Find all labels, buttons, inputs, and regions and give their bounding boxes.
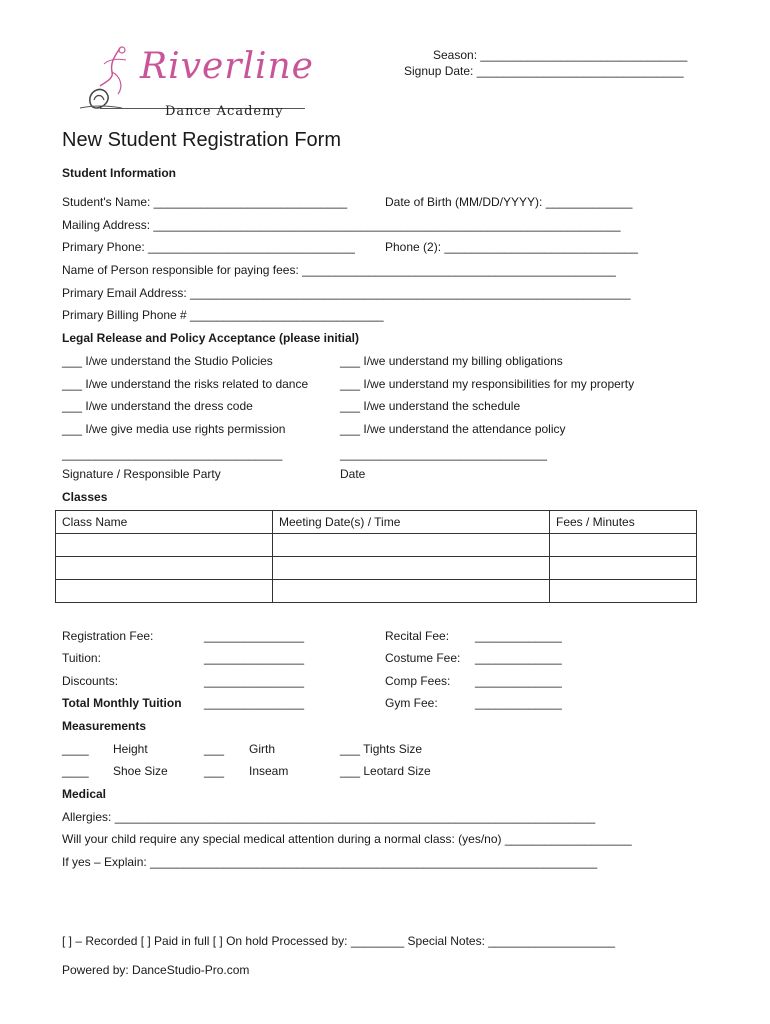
table-row: [56, 534, 697, 557]
season-field[interactable]: Season: _______________________________: [433, 48, 688, 62]
policy-initial-item[interactable]: ___ I/we understand the schedule: [340, 399, 521, 413]
table-cell[interactable]: [550, 580, 697, 603]
fee-field[interactable]: _____________: [475, 674, 562, 688]
billing-phone-field[interactable]: Primary Billing Phone # _____________________________: [62, 308, 384, 322]
policy-initial-item[interactable]: ___ I/we understand my billing obligations: [340, 354, 563, 368]
fee-label: Recital Fee:: [385, 629, 450, 643]
email-field[interactable]: Primary Email Address: __________________________________________________________________: [62, 286, 631, 300]
fee-field[interactable]: _______________: [204, 696, 305, 710]
phone2-field[interactable]: Phone (2): _____________________________: [385, 240, 638, 254]
table-cell[interactable]: [273, 534, 550, 557]
measurement-label: Girth: [249, 742, 276, 756]
measurement-blank[interactable]: ____: [62, 742, 89, 756]
fee-field[interactable]: _____________: [475, 696, 562, 710]
legal-heading: Legal Release and Policy Acceptance (please initial): [62, 331, 360, 345]
classes-table: [55, 510, 697, 603]
classes-heading: Classes: [62, 490, 108, 504]
table-row: [56, 580, 697, 603]
policy-initial-item[interactable]: ___ I/we understand the Studio Policies: [62, 354, 273, 368]
table-cell[interactable]: [550, 557, 697, 580]
table-row: [56, 557, 697, 580]
policy-initial-item[interactable]: ___ I/we understand the risks related to dance: [62, 377, 309, 391]
policy-initial-item[interactable]: ___ I/we give media use rights permission: [62, 422, 286, 436]
signature-label: Signature / Responsible Party: [62, 467, 221, 481]
measurements-heading: Measurements: [62, 719, 147, 733]
dancer-icon: [60, 42, 140, 132]
signup-date-field[interactable]: Signup Date: _______________________________: [404, 64, 684, 78]
logo-subtitle: Dance Academy: [165, 104, 284, 119]
office-use-line[interactable]: [ ] – Recorded [ ] Paid in full [ ] On hold Processed by: ________ Special Notes: ___________________: [62, 934, 616, 948]
measurement-blank[interactable]: ____: [62, 764, 89, 778]
measurement-label: Shoe Size: [113, 764, 168, 778]
fee-field[interactable]: _____________: [475, 629, 562, 643]
policy-initial-item[interactable]: ___ I/we understand the attendance policy: [340, 422, 566, 436]
fee-label: Registration Fee:: [62, 629, 154, 643]
table-cell[interactable]: [56, 557, 273, 580]
column-header: Fees / Minutes: [550, 511, 697, 534]
measurement-item[interactable]: ___ Leotard Size: [340, 764, 431, 778]
student-info-heading: Student Information: [62, 166, 176, 180]
fee-label: Tuition:: [62, 651, 101, 665]
responsible-person-field[interactable]: Name of Person responsible for paying fees: _______________________________________________: [62, 263, 616, 277]
fee-label: Costume Fee:: [385, 651, 461, 665]
student-name-field[interactable]: Student's Name: _____________________________: [62, 195, 348, 209]
table-cell[interactable]: [273, 557, 550, 580]
table-cell[interactable]: [273, 580, 550, 603]
measurement-blank[interactable]: ___: [204, 764, 225, 778]
fee-field[interactable]: _______________: [204, 674, 305, 688]
table-cell[interactable]: [56, 580, 273, 603]
table-header-row: [56, 511, 697, 534]
policy-initial-item[interactable]: ___ I/we understand my responsibilities for my property: [340, 377, 635, 391]
allergies-field[interactable]: Allergies: ________________________________________________________________________: [62, 810, 596, 824]
measurement-label: Height: [113, 742, 148, 756]
powered-by: Powered by: DanceStudio-Pro.com: [62, 963, 250, 977]
measurement-label: Inseam: [249, 764, 289, 778]
primary-phone-field[interactable]: Primary Phone: _______________________________: [62, 240, 355, 254]
fee-field[interactable]: _____________: [475, 651, 562, 665]
column-header: Meeting Date(s) / Time: [273, 511, 550, 534]
fee-label: Gym Fee:: [385, 696, 438, 710]
mailing-address-field[interactable]: Mailing Address: ______________________________________________________________________: [62, 218, 621, 232]
fee-label: Discounts:: [62, 674, 119, 688]
measurement-item[interactable]: ___ Tights Size: [340, 742, 423, 756]
date-line[interactable]: _______________________________: [340, 447, 547, 461]
column-header: Class Name: [56, 511, 273, 534]
fee-field[interactable]: _______________: [204, 629, 305, 643]
form-title: New Student Registration Form: [62, 129, 342, 151]
fee-field[interactable]: _______________: [204, 651, 305, 665]
explain-field[interactable]: If yes – Explain: ___________________________________________________________________: [62, 855, 598, 869]
riverline-logo: [60, 42, 314, 132]
signature-line[interactable]: _________________________________: [62, 447, 283, 461]
dob-field[interactable]: Date of Birth (MM/DD/YYYY): _____________: [385, 195, 633, 209]
medical-heading: Medical: [62, 787, 107, 801]
policy-initial-item[interactable]: ___ I/we understand the dress code: [62, 399, 253, 413]
fee-label: Total Monthly Tuition: [62, 696, 182, 710]
table-cell[interactable]: [550, 534, 697, 557]
logo-name: Riverline: [140, 46, 314, 87]
special-attention-field[interactable]: Will your child require any special medical attention during a normal class: (yes/no) ___________________: [62, 832, 632, 846]
table-cell[interactable]: [56, 534, 273, 557]
measurement-blank[interactable]: ___: [204, 742, 225, 756]
date-label: Date: [340, 467, 366, 481]
fee-label: Comp Fees:: [385, 674, 451, 688]
